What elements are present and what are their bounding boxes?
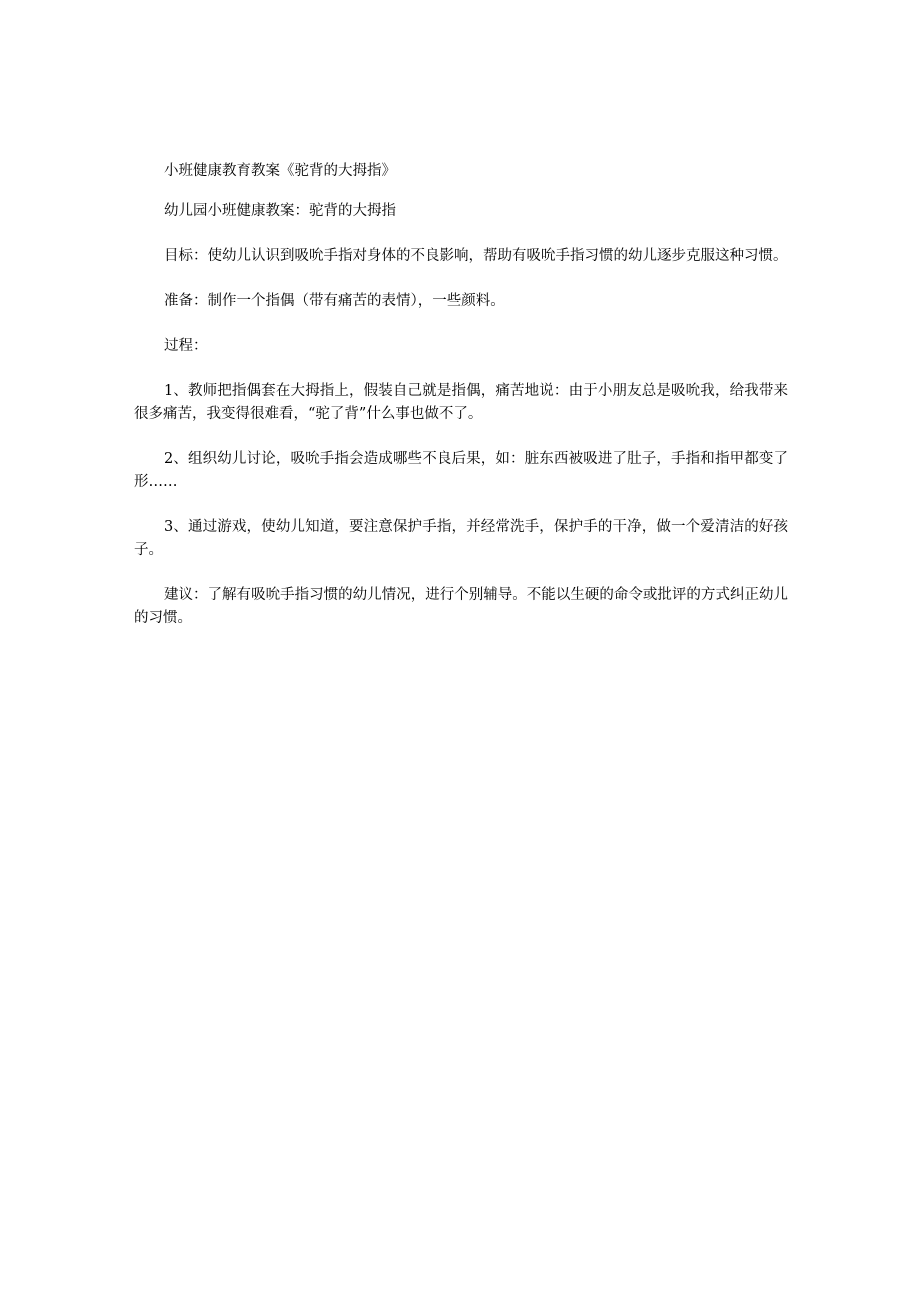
preparation-paragraph: 准备：制作一个指偶（带有痛苦的表情），一些颜料。 (164, 293, 505, 309)
document-body (134, 160, 788, 652)
process-heading: 过程： (164, 338, 208, 354)
process-step-3: 3、通过游戏，使幼儿知道，要注意保护手指，并经常洗手，保护手的干净，做一个爱清洁的好孩子。 (134, 519, 788, 558)
document-subtitle: 幼儿园小班健康教案：驼背的大拇指 (164, 203, 396, 219)
process-step-1: 1、教师把指偶套在大拇指上，假装自己就是指偶，痛苦地说：由于小朋友总是吸吮我，给我带来很多痛苦，我变得很难看，“驼了背”什么事也做不了。 (134, 383, 788, 422)
process-step-2: 2、组织幼儿讨论，吸吮手指会造成哪些不良后果，如：脏东西被吸进了肚子，手指和指甲都变了形…… (134, 451, 788, 490)
goal-paragraph: 目标：使幼儿认识到吸吮手指对身体的不良影响，帮助有吸吮手指习惯的幼儿逐步克服这种习惯。 (164, 248, 788, 264)
suggestion-paragraph: 建议：了解有吸吮手指习惯的幼儿情况，进行个别辅导。不能以生硬的命令或批评的方式纠正幼儿的习惯。 (134, 587, 788, 626)
document-title: 小班健康教育教案《驼背的大拇指》 (164, 163, 396, 179)
